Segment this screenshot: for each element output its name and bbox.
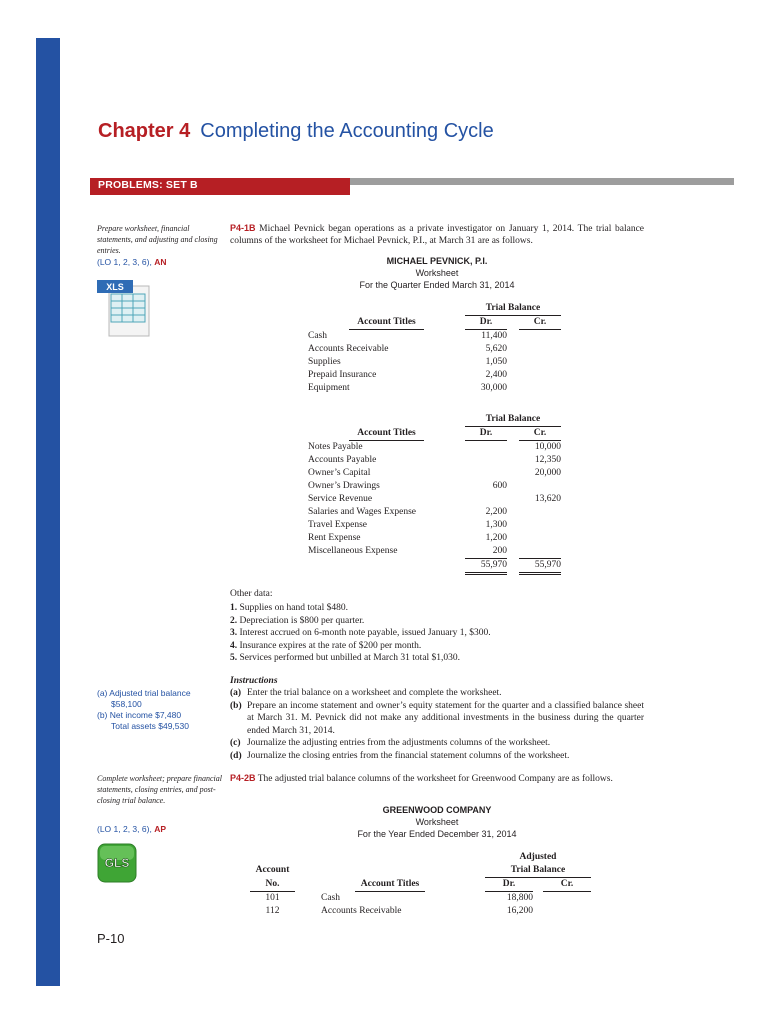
page-number: P-10: [97, 931, 125, 946]
p2-adjusted-trial-balance-table: [250, 851, 591, 918]
p1-total-cr: 55,970: [519, 559, 561, 574]
list-item: (a) Enter the trial balance on a worksheet and complete the worksheet.: [230, 688, 502, 698]
p2-group-header-2: Trial Balance: [485, 864, 591, 878]
p1-col-titles: Account Titles: [349, 316, 424, 330]
p1-trial-balance-table-2: [308, 413, 561, 575]
table-row: 112 Accounts Receivable 16,200: [265, 906, 533, 916]
p1-col-dr: Dr.: [465, 316, 507, 330]
p1-tb-group-header-2: Trial Balance: [465, 413, 561, 427]
p1-instructions-heading: Instructions: [230, 676, 278, 686]
table-row: Accounts Receivable 5,620: [308, 344, 507, 354]
chapter-title: Completing the Accounting Cycle: [200, 120, 494, 142]
p1-col-titles-2: Account Titles: [349, 427, 424, 441]
p2-period: For the Year Ended December 31, 2014: [357, 829, 517, 839]
table-row: Supplies 1,050: [308, 357, 507, 367]
list-item: (b) Prepare an income statement and owner’s equity statement for the quarter and a classified balance sheet at March 31. M. Pevnick did not make any additional investments in the business during the quarter ended March 31, 2014.: [230, 700, 644, 736]
p1-trial-balance-table-1: [308, 302, 561, 395]
p2-lo-tag: AP: [154, 824, 166, 834]
p1-other-data-list: [230, 602, 644, 665]
p2-company-name: GREENWOOD COMPANY: [382, 805, 492, 815]
p1-learning-objectives: [97, 257, 166, 267]
p2-col-dr: Dr.: [485, 878, 533, 892]
p1-intro: [230, 222, 644, 247]
p2-intro: [230, 772, 644, 785]
gls-icon-label: GLS: [104, 856, 130, 870]
p1-doc-name: Worksheet: [415, 268, 459, 278]
gls-icon[interactable]: [97, 843, 137, 883]
p1-period: For the Quarter Ended March 31, 2014: [359, 280, 515, 290]
p1-worksheet-heading: [230, 255, 644, 291]
p1-col-dr-2: Dr.: [465, 427, 507, 441]
list-item: 1. Supplies on hand total $480.: [230, 603, 348, 613]
list-item: (d) Journalize the closing entries from the financial statement columns of the worksheet.: [230, 750, 570, 761]
chapter-heading: [98, 120, 494, 143]
chapter-side-bar: [36, 38, 60, 986]
p2-col-cr: Cr.: [543, 878, 591, 892]
table-total-row: [308, 559, 561, 574]
table-row: Owner’s Drawings 600: [308, 481, 507, 491]
list-item: 3. Interest accrued on 6-month note payable, issued January 1, $300.: [230, 628, 491, 638]
xls-spreadsheet-icon[interactable]: [97, 280, 155, 340]
p2-lo-text: (LO 1, 2, 3, 6),: [97, 824, 152, 834]
list-item: 4. Insurance expires at the rate of $200 per month.: [230, 640, 422, 651]
table-row: Miscellaneous Expense 200: [308, 545, 561, 559]
p1-company-name: MICHAEL PEVNICK, P.I.: [386, 256, 488, 266]
p1-tb-group-header: Trial Balance: [465, 302, 561, 316]
chapter-label: Chapter 4: [98, 120, 191, 142]
table-row: Rent Expense 1,200: [308, 533, 507, 543]
p1-col-cr-2: Cr.: [519, 427, 561, 441]
section-banner-label: PROBLEMS: SET B: [98, 179, 198, 191]
p1-lo-text: (LO 1, 2, 3, 6),: [97, 257, 152, 267]
p1-margin-note: Prepare worksheet, financial statements, and adjusting and closing entries.: [97, 224, 218, 255]
list-item: (c) Journalize the adjusting entries from the adjustments columns of the worksheet.: [230, 738, 551, 748]
table-row: Owner’s Capital 20,000: [308, 468, 561, 478]
p2-col-account: Account: [255, 865, 290, 876]
p1-other-data-heading: Other data:: [230, 589, 273, 599]
table-row: Notes Payable 10,000: [308, 441, 561, 452]
p1-lo-tag: AN: [154, 257, 167, 267]
p1-check-figures: (a) Adjusted trial balance $58,100 (b) Net income $7,480 Total assets $49,530: [97, 688, 191, 731]
list-item: 2. Depreciation is $800 per quarter.: [230, 615, 365, 626]
p2-intro-text: The adjusted trial balance columns of the worksheet for Greenwood Company are as follows.: [257, 774, 613, 784]
p2-doc-name: Worksheet: [415, 817, 459, 827]
table-row: Accounts Payable 12,350: [308, 455, 561, 465]
p2-worksheet-heading: [230, 804, 644, 840]
p2-number: P4-2B: [230, 773, 256, 783]
p1-number: P4-1B: [230, 223, 256, 233]
table-row: Equipment 30,000: [308, 383, 507, 393]
xls-icon-label: XLS: [106, 282, 124, 292]
list-item: 5. Services performed but unbilled at March 31 total $1,030.: [230, 653, 461, 663]
p2-col-no: No.: [250, 878, 295, 892]
p1-intro-text: Michael Pevnick began operations as a private investigator on January 1, 2014. The trial balance columns of the worksheet for Michael Pevnick, P.I., at March 31 are as follows.: [230, 224, 645, 246]
p1-col-cr: Cr.: [519, 316, 561, 330]
p1-total-dr: 55,970: [465, 559, 507, 574]
table-row: Service Revenue 13,620: [308, 494, 561, 504]
table-row: Prepaid Insurance 2,400: [308, 370, 507, 380]
p2-col-titles: Account Titles: [355, 878, 426, 892]
section-rule: [350, 178, 734, 185]
table-row: 101 Cash 18,800: [265, 892, 533, 903]
table-row: Salaries and Wages Expense 2,200: [308, 507, 507, 517]
table-row: Cash 11,400: [308, 330, 507, 341]
table-row: Travel Expense 1,300: [308, 520, 507, 530]
p1-instructions: [230, 687, 644, 762]
p2-margin-note: Complete worksheet; prepare financial statements, closing entries, and post-closing trial balance.: [97, 774, 222, 805]
p2-learning-objectives: [97, 824, 166, 834]
p2-group-header-1: Adjusted: [519, 852, 557, 862]
